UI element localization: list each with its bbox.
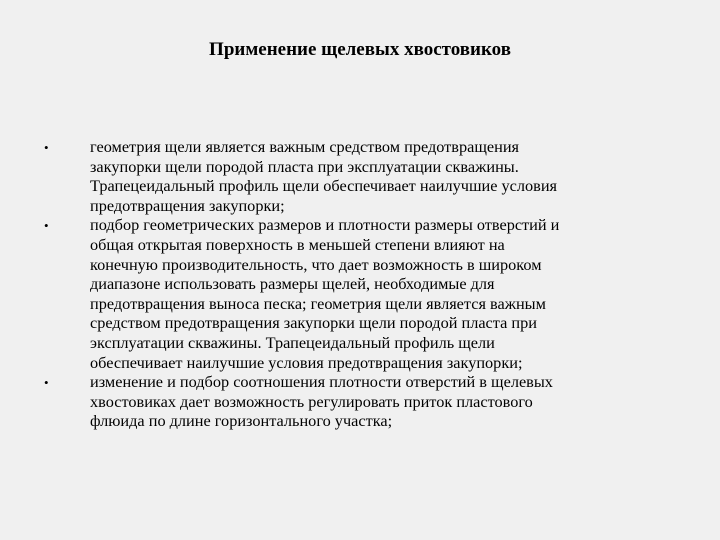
- list-item: [44, 215, 684, 372]
- list-item: [44, 372, 684, 431]
- slide-title: Применение щелевых хвостовиков: [209, 39, 511, 60]
- bullet-text: подбор геометрических размеров и плотности размеры отверстий и общая открытая поверхность в меньшей степени влияют на конечную производительность, что дает возможность в широком диапазоне использовать размеры щелей, необходимые для предотвращения выноса песка; геометрия щели является важным средством предотвращения закупорки щели породой пласта при эксплуатации скважины. Трапецеидальный профиль щели обеспечивает наилучшие условия предотвращения закупорки;: [90, 215, 560, 372]
- bullet-text: изменение и подбор соотношения плотности отверстий в щелевых хвостовиках дает возможность регулировать приток пластового флюида по длине горизонтального участка;: [90, 372, 553, 431]
- list-item: [44, 137, 684, 215]
- bullet-icon: •: [44, 140, 49, 155]
- bullet-text: геометрия щели является важным средством предотвращения закупорки щели породой пласта при эксплуатации скважины. Трапецеидальный профиль щели обеспечивает наилучшие условия предотвращения закупорки;: [90, 137, 558, 215]
- bullet-icon: •: [44, 375, 49, 391]
- bullet-icon: •: [44, 218, 49, 234]
- bullet-list: [44, 137, 684, 431]
